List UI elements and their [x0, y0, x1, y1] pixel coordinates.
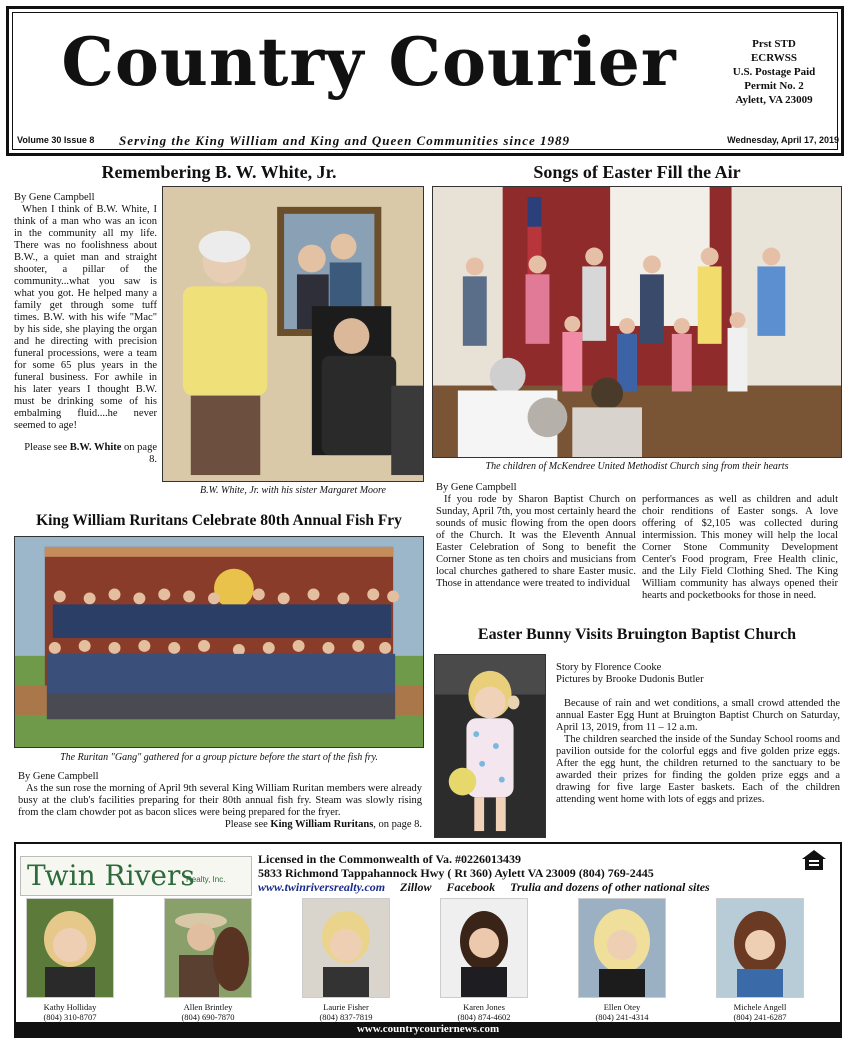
newspaper-title: Country Courier — [61, 23, 677, 101]
bunny-paragraph: Because of rain and wet conditions, a small crowd attended the annual Easter Egg Hunt at Bruington Baptist Church on Saturday, April 13, 2019, from 11 – 12 a.m. — [556, 698, 840, 733]
issue-number: Volume 30 Issue 8 — [17, 135, 95, 145]
easter-songs-text1: If you rode by Sharon Baptist Church on Sunday, April 7th, you most certainly heard the sounds of music flowing from the open doors of the Church. It was the Eleventh Annual Easter Celebration of Song to benefit the Corner Stone as ten choirs and musicians from local churches gathered to share Easter music. Those in attendance were treated to individual — [436, 494, 636, 589]
bunny-credit-pictures: Pictures by Brooke Dudonis Butler — [556, 674, 704, 685]
choir-photo — [432, 186, 842, 458]
bunny-paragraph: The children searched the inside of the Sunday School rooms and pavilion outside for the colorful eggs and five golden prize eggs. After the egg hunt, the children returned to the sanctuary to be awarded their prizes for finding the golden prize eggs and a drawing for five large Easter baskets. Each of the children attending went home with lots of eggs and prizes. — [556, 734, 840, 805]
easter-songs-headline: Songs of Easter Fill the Air — [533, 162, 741, 182]
brand-name: Twin Rivers — [27, 859, 195, 892]
postage-line: Aylett, VA 23009 — [735, 94, 813, 106]
white-article-body — [14, 192, 157, 466]
bunny-article-body — [556, 662, 840, 806]
agent-card — [158, 898, 258, 1022]
postage-indicia — [709, 37, 839, 107]
ruritans-text: As the sun rose the morning of April 9th several King William Ruritan members were already busy at the club's facilities preparing for their 80th annual fish fry. Steam was slowly rising from the clam chowder pot as bacon slices were being prepared for the fryer. — [18, 783, 422, 818]
agent-photo — [440, 898, 528, 998]
twin-rivers-logo — [20, 856, 252, 896]
agent-photo — [164, 898, 252, 998]
brand-sub: Realty, Inc. — [186, 875, 226, 884]
ruritans-caption: The Ruritan "Gang" gathered for a group picture before the start of the fish fry. — [60, 752, 378, 763]
facebook-link[interactable]: Facebook — [446, 880, 496, 894]
white-caption: B.W. White, Jr. with his sister Margaret Moore — [199, 485, 386, 496]
tagline: Serving the King William and King and Queen Communities since 1989 — [119, 133, 571, 148]
white-photo — [162, 186, 424, 482]
white-headline: Remembering B. W. White, Jr. — [101, 162, 337, 182]
trulia-link[interactable]: Trulia and dozens of other national sites — [510, 880, 710, 894]
bunny-headline: Easter Bunny Visits Bruington Baptist Church — [477, 626, 797, 643]
agent-name: Allen Brintley — [183, 1002, 233, 1012]
agent-phone: (804) 241-6287 — [733, 1012, 787, 1022]
agent-card — [434, 898, 534, 1022]
address-line: 5833 Richmond Tappahannock Hwy ( Rt 360) Aylett VA 23009 (804) 769-2445 — [258, 866, 654, 880]
postage-line: Prst STD — [752, 38, 796, 50]
ruritans-headline: King William Ruritans Celebrate 80th Annual Fish Fry — [36, 512, 402, 529]
agent-name: Laurie Fisher — [323, 1002, 369, 1012]
postage-line: ECRWSS — [750, 52, 798, 64]
agent-phone: (804) 874-4602 — [457, 1012, 511, 1022]
agent-phone: (804) 837-7819 — [319, 1012, 373, 1022]
easter-songs-col2: performances as well as children and adult choir renditions of Easter songs. A love offering of $2,105 was collected during intermission. This money will help the local Corner Stone Community Development Center's Food program, Free Health clinic, and the Lily Field Clothing Shed. The King William community has always opened their hearts and pocketbooks for those in need. — [642, 494, 838, 601]
agent-name: Karen Jones — [463, 1002, 505, 1012]
egg-hunt-photo — [434, 654, 546, 838]
agent-name: Michele Angell — [733, 1002, 787, 1012]
agent-name: Ellen Otey — [603, 1002, 641, 1012]
agent-card — [572, 898, 672, 1022]
agent-photo — [302, 898, 390, 998]
agent-card — [20, 898, 120, 1022]
white-text: When I think of B.W. White, I think of a man who was an icon in the community all my life. There was no foolishness about B.W., a quiet man and straight shooter, a pillar of the community...what you saw is what you got. He helped many a family get through some tuff times. B.W. with his wife "Mac" by his side, she playing the organ and he directing with precision funeral processions, were a team for some 65 plus years in the funeral business. For awhile in his later years I thought B.W. must be drinking some of his embalming fluid....he never seemed to age! — [14, 204, 157, 431]
easter-songs-col1 — [436, 482, 636, 590]
agent-phone: (804) 241-4314 — [595, 1012, 649, 1022]
ruritans-continued: Please see King William Ruritans, on page 8. — [224, 819, 422, 830]
ad-links — [258, 880, 722, 895]
agent-photo — [578, 898, 666, 998]
agent-photo — [716, 898, 804, 998]
zillow-link[interactable]: Zillow — [400, 880, 432, 894]
license-line: Licensed in the Commonwealth of Va. #0226013439 — [258, 852, 522, 866]
equal-housing-icon — [800, 848, 828, 872]
agent-phone: (804) 310-8707 — [43, 1012, 97, 1022]
ruritans-article-body — [18, 771, 422, 831]
postage-line: U.S. Postage Paid — [732, 66, 816, 78]
realty-website-link[interactable]: www.twinriversrealty.com — [258, 880, 386, 894]
agent-name: Kathy Holliday — [43, 1002, 97, 1012]
masthead — [6, 6, 844, 156]
ad-contact — [258, 852, 778, 880]
choir-caption: The children of McKendree United Methodist Church sing from their hearts — [485, 461, 789, 472]
footer-website[interactable]: www.countrycouriernews.com — [16, 1022, 840, 1036]
white-continued: Please see B.W. White on page 8. — [24, 442, 157, 465]
postage-line: Permit No. 2 — [744, 80, 804, 92]
issue-date: Wednesday, April 17, 2019 — [727, 135, 839, 145]
agent-phone: (804) 690-7870 — [181, 1012, 235, 1022]
agent-card — [710, 898, 810, 1022]
easter-songs-byline: By Gene Campbell — [436, 482, 517, 493]
ruritans-photo — [14, 536, 424, 748]
ruritans-byline: By Gene Campbell — [18, 771, 99, 782]
agent-card — [296, 898, 396, 1022]
bunny-credit-story: Story by Florence Cooke — [556, 662, 662, 673]
agent-photo — [26, 898, 114, 998]
white-byline: By Gene Campbell — [14, 192, 95, 203]
